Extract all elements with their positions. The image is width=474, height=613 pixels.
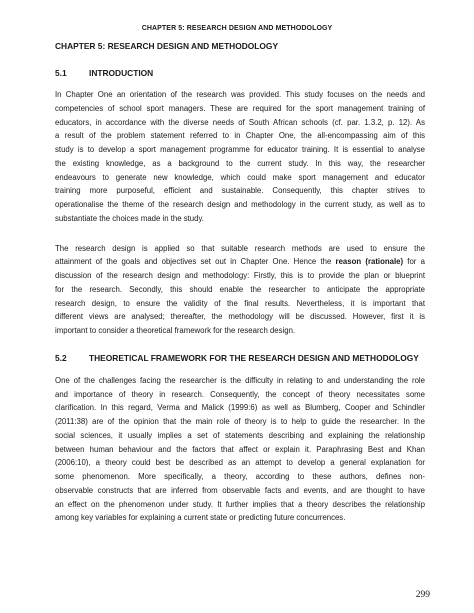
paragraph-research-design: [55, 242, 425, 338]
paragraph-line: educators, in accordance with the diverse needs of South African schools (cf. par. 1.3.2, p. 12). As: [55, 117, 425, 127]
paragraph-line: and importance of theory in research. Consequently, the concept of theory necessitates some: [55, 389, 425, 399]
paragraph-line: operationalise the theme of the research design and methodology in the current study, as well as to: [55, 200, 425, 209]
paragraph-line: substantiate the choices made in the study.: [55, 213, 204, 223]
paragraph-line: In Chapter One an orientation of the research was provided. This study focuses on the needs and: [55, 90, 425, 99]
bold-term: reason (rationale): [335, 257, 404, 267]
paragraph-line: One of the challenges facing the researcher is the difficulty in relating to and understanding the role: [55, 375, 425, 385]
section-number: 5.1: [55, 68, 67, 78]
paragraph-line: discussion of the research design and methodology: Firstly, this is to provide the plan or blueprint: [55, 271, 425, 280]
section-heading-introduction: [55, 67, 425, 79]
paragraph-line: different views are analysed; thereafter, the methodology will be discussed. However, first it is: [55, 312, 425, 322]
page-content: [55, 40, 425, 525]
paragraph-line: [55, 255, 425, 269]
page-number: 299: [415, 590, 430, 600]
paragraph-line: research design, to ensure the validity of the final results. Nevertheless, it is important that: [55, 298, 425, 308]
text-segment: for a: [403, 257, 425, 267]
paragraph-line: observable constructs that are inferred from observable facts and events, and are thought to have: [55, 485, 425, 495]
paragraph-theory: [55, 374, 425, 525]
paragraph-line: among key variables for explaining a current state or predicting future concurrences.: [55, 513, 346, 523]
section-heading-theoretical-framework: [55, 352, 425, 364]
paragraph-line: clarification. In this regard, Verma and Malick (1999:6) as well as Blumberg, Cooper and Schindler: [55, 403, 425, 413]
paragraph-line: a result of the problem statement referred to in Chapter One, the all-encompassing aim of this: [55, 131, 425, 141]
chapter-title: CHAPTER 5: RESEARCH DESIGN AND METHODOLOGY: [55, 41, 279, 51]
paragraph-line: (2006:10), a theory could best be described as an attempt to develop a general explanation for: [55, 458, 425, 468]
paragraph-line: the existing knowledge, as a background to the current study. In this way, the researcher: [55, 158, 425, 168]
section-title: THEORETICAL FRAMEWORK FOR THE RESEARCH DESIGN AND METHODOLOGY: [89, 352, 419, 363]
paragraph-introduction: [55, 88, 425, 226]
section-number: 5.2: [55, 352, 67, 363]
text-segment: attainment of the goals and objectives set out in Chapter One. Hence the: [55, 257, 336, 267]
paragraph-line: study is to develop a sport management programme for educator training. It is essential to analyse: [55, 145, 425, 154]
paragraph-line: training more purposeful, efficient and sustainable. Consequently, this chapter strives to: [55, 186, 425, 196]
paragraph-line: social sciences, it usually implies a set of statements describing and explaining the relationship: [55, 430, 425, 440]
section-title: INTRODUCTION: [89, 68, 154, 78]
paragraph-line: some phenomenon. More specifically, a theory, according to these authors, defines non-: [55, 472, 425, 481]
paragraph-line: competencies of school sport managers. These are required for the sport management training of: [55, 103, 425, 113]
paragraph-line: important to consider a theoretical framework for the research design.: [55, 326, 296, 335]
paragraph-line: between human behaviour and the factors that affect or explain it. Paraphrasing Best and Khan: [55, 444, 425, 454]
running-header: CHAPTER 5: RESEARCH DESIGN AND METHODOLOGY: [141, 25, 333, 32]
paragraph-line: an effect on the phenomenon under study. It further implies that a theory describes the relationship: [55, 499, 425, 509]
paragraph-line: endeavours to generate new knowledge, which could make sport management and educator: [55, 172, 425, 182]
paragraph-line: (2011:38) are of the opinion that the main role of theory is to help to guide the researcher. In the: [55, 417, 425, 426]
paragraph-line: for the research. Secondly, this should enable the researcher to anticipate the appropriate: [55, 284, 425, 294]
paragraph-line: The research design is applied so that suitable research methods are used to ensure the: [55, 243, 425, 253]
